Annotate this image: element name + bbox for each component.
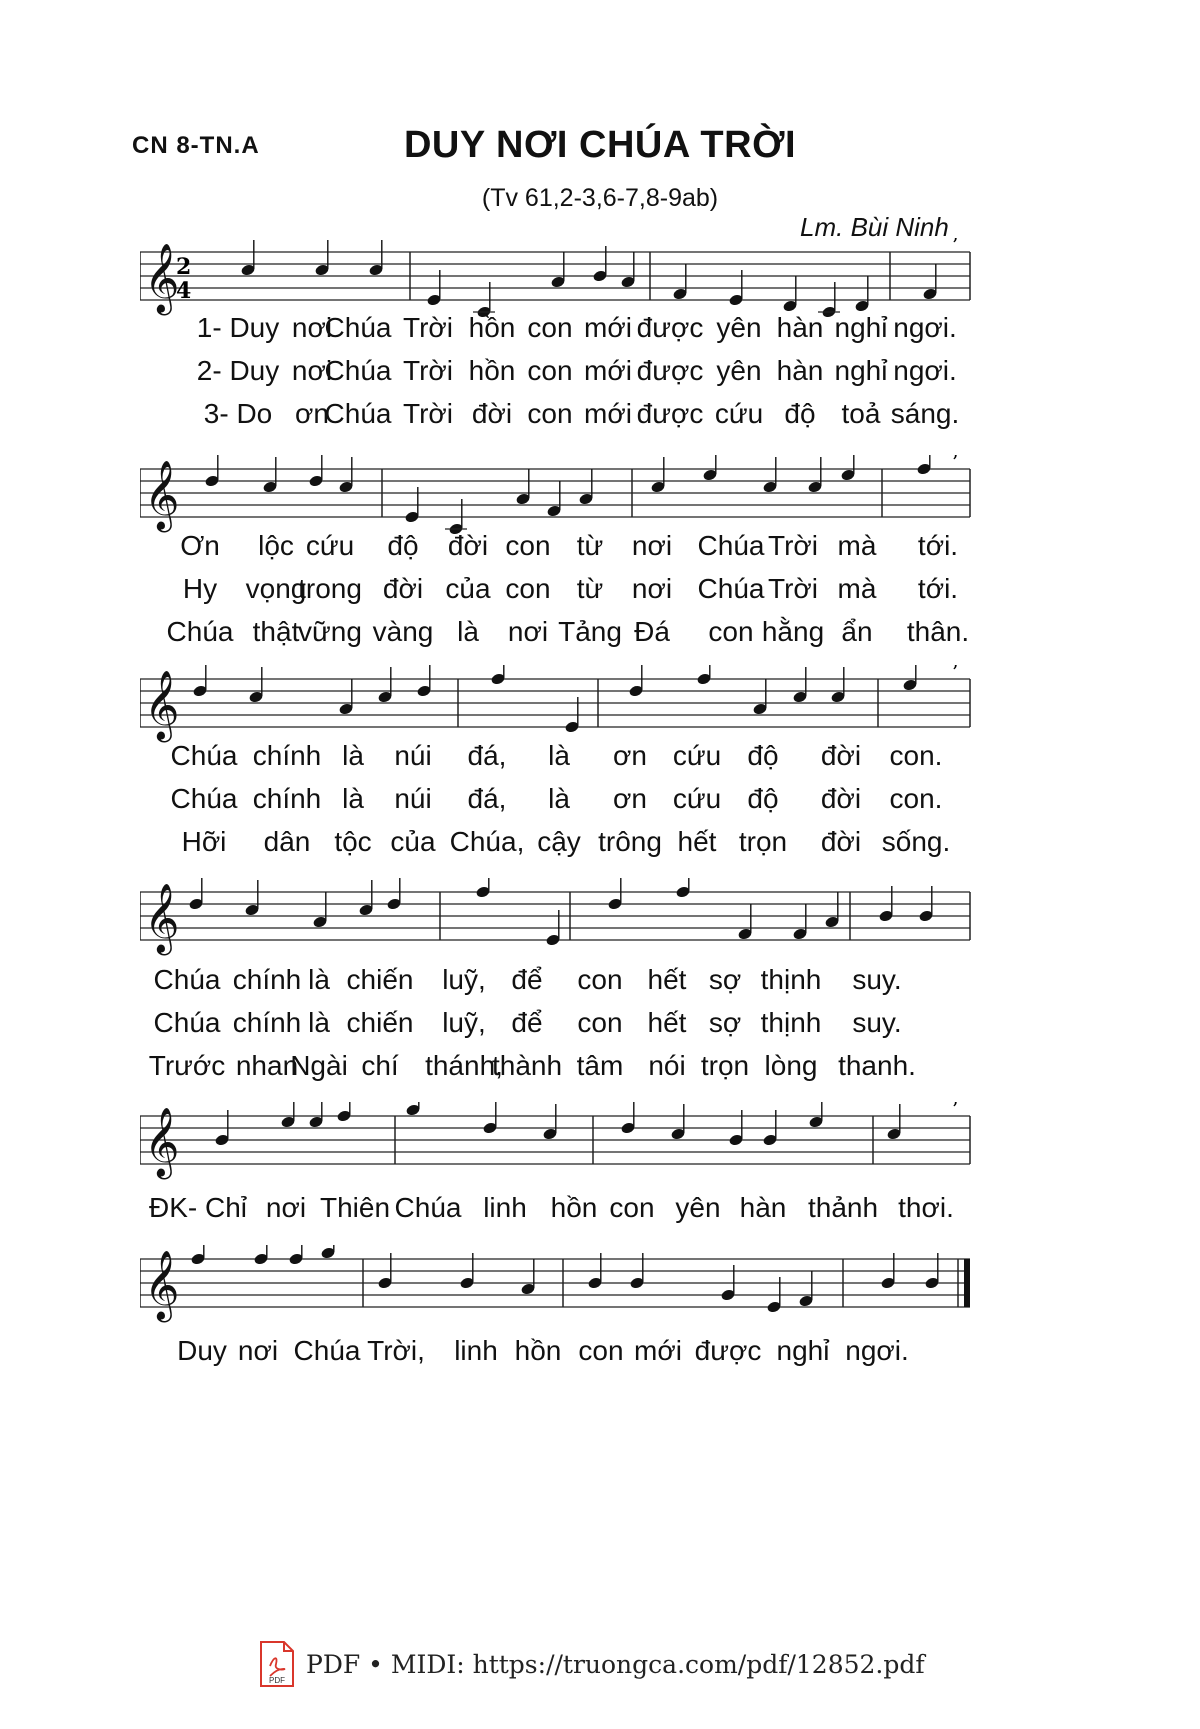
lyric-syllable: là [548, 783, 570, 814]
lyric-syllable: luỹ, [442, 964, 486, 995]
lyric-syllable: độ [784, 398, 816, 429]
lyric-syllable: là [342, 740, 364, 771]
lyric-syllable: con [577, 1007, 623, 1038]
lyric-syllable: chính [252, 740, 322, 771]
lyric-syllable: độ [747, 740, 779, 771]
lyric-syllable: Hy [182, 573, 218, 604]
svg-text:’: ’ [952, 1102, 959, 1121]
lyric-syllable: Trước [148, 1050, 226, 1081]
lyric-syllable: chiến [346, 1007, 414, 1038]
lyric-syllable: sợ [708, 1007, 742, 1038]
lyric-syllable: Trời [403, 398, 453, 429]
lyric-syllable: lòng [764, 1050, 818, 1081]
lyric-syllable: yên [716, 312, 762, 343]
lyric-syllable: là [457, 616, 479, 647]
lyric-syllable: nghỉ [776, 1335, 830, 1366]
lyric-syllable: đời [820, 826, 862, 857]
lyric-syllable: Chúa [153, 1007, 221, 1038]
lyric-syllable: linh [483, 1192, 527, 1223]
lyric-syllable: ơn [613, 740, 647, 771]
lyric-syllable: được [636, 398, 704, 429]
lyric-syllable: Hỡi [181, 826, 227, 857]
lyric-syllable: Duy [177, 1335, 227, 1366]
lyric-syllable: chí [361, 1050, 399, 1081]
lyric-syllable: cứu [672, 783, 722, 814]
lyric-syllable: là [342, 783, 364, 814]
lyric-syllable: mới [634, 1335, 682, 1366]
svg-text:’: ’ [952, 665, 959, 684]
lyric-syllable: Chúa [324, 398, 392, 429]
lyric-syllable: tới. [917, 530, 959, 561]
lyric-syllable: nơi [507, 616, 549, 647]
lyric-syllable: để [511, 964, 543, 995]
lyric-syllable: vàng [372, 616, 434, 647]
treble-clef-icon: 𝄞 [144, 460, 180, 530]
lyric-syllable: cứu [305, 530, 355, 561]
lyric-syllable: hàn [776, 355, 824, 386]
lyric-syllable: Chúa [324, 355, 392, 386]
treble-clef-icon: 𝄞 [144, 1107, 180, 1177]
treble-clef-icon: 𝄞 [144, 1250, 180, 1320]
lyric-syllable: trọn [700, 1050, 750, 1081]
lyric-syllable: thành [491, 1050, 563, 1081]
lyric-syllable: Chúa [697, 530, 765, 561]
staff-svg [140, 1102, 1080, 1192]
lyric-syllable: linh [454, 1335, 498, 1366]
lyric-syllable: Chúa [697, 573, 765, 604]
lyric-syllable: Trời [768, 573, 818, 604]
lyric-syllable: ngơi. [893, 312, 957, 343]
lyric-syllable: con [505, 573, 551, 604]
lyric-syllable: hồn [514, 1335, 562, 1366]
lyric-syllable: nơi [631, 573, 673, 604]
staff-svg [140, 1245, 1080, 1335]
lyric-syllable: được [694, 1335, 762, 1366]
lyric-syllable: được [636, 355, 704, 386]
footer-link[interactable]: PDF • MIDI: https://truongca.com/pdf/12852.pdf [306, 1649, 925, 1679]
lyric-syllable: từ [576, 530, 604, 561]
lyric-syllable: luỹ, [442, 1007, 486, 1038]
lyric-syllable: yên [675, 1192, 721, 1223]
lyric-syllable: dân [263, 826, 311, 857]
lyric-syllable: con [527, 398, 573, 429]
lyric-syllable: nơi [291, 355, 333, 386]
lyric-syllable: chính [252, 783, 322, 814]
lyric-syllable: hết [647, 1007, 687, 1038]
lyric-syllable: Trời [403, 355, 453, 386]
lyric-syllable: hàn [776, 312, 824, 343]
lyric-syllable: trọn [738, 826, 788, 857]
lyric-syllable: Chúa [170, 783, 238, 814]
lyric-syllable: thật [252, 616, 300, 647]
lyric-syllable: của [390, 826, 436, 857]
staff-system-4 [140, 878, 1080, 968]
lyric-syllable: ĐK- Chỉ [148, 1192, 248, 1223]
lyric-syllable: vọng [245, 573, 307, 604]
lyric-syllable: mà [837, 530, 877, 561]
lyric-syllable: lộc [258, 530, 294, 561]
lyric-syllable: con [577, 964, 623, 995]
lyric-syllable: mới [584, 398, 632, 429]
composer: Lm. Bùi Ninh [800, 212, 949, 242]
lyric-syllable: 2- Duy [196, 355, 280, 386]
lyric-syllable: Trời [768, 530, 818, 561]
pdf-icon[interactable] [258, 1640, 296, 1688]
lyric-syllable: toả [841, 398, 881, 429]
lyric-syllable: trông [598, 826, 662, 857]
lyric-syllable: Chúa [153, 964, 221, 995]
lyric-syllable: con [708, 616, 754, 647]
lyric-syllable: ngơi. [845, 1335, 909, 1366]
svg-text:’: ’ [952, 455, 959, 474]
lyric-syllable: thanh. [838, 1050, 916, 1081]
lyric-syllable: sáng. [890, 398, 960, 429]
staff-system-5 [140, 1102, 1080, 1192]
lyric-syllable: chính [232, 1007, 302, 1038]
song-code: CN 8-TN.A [132, 132, 260, 159]
lyric-syllable: là [308, 964, 330, 995]
lyric-syllable: đời [820, 740, 862, 771]
lyric-syllable: hồn [468, 312, 516, 343]
lyric-syllable: con. [889, 783, 943, 814]
lyric-syllable: ngơi. [893, 355, 957, 386]
lyric-syllable: Ngài [290, 1050, 348, 1081]
lyric-syllable: Chúa [394, 1192, 462, 1223]
lyric-syllable: đá, [467, 740, 507, 771]
song-subtitle: (Tv 61,2-3,6-7,8-9ab) [481, 184, 719, 212]
lyric-syllable: nơi [291, 312, 333, 343]
lyric-syllable: để [511, 1007, 543, 1038]
lyric-syllable: Tảng [558, 616, 622, 647]
lyric-syllable: con [527, 312, 573, 343]
lyric-syllable: Thiên [319, 1192, 391, 1223]
lyric-syllable: Chúa, [449, 826, 525, 857]
lyric-syllable: sống. [881, 826, 951, 857]
lyric-syllable: vững [298, 616, 362, 647]
lyric-syllable: hồn [550, 1192, 598, 1223]
lyric-syllable: cứu [714, 398, 764, 429]
lyric-syllable: nghỉ [834, 312, 888, 343]
lyric-syllable: nơi [265, 1192, 307, 1223]
song-title: DUY NƠI CHÚA TRỜI [403, 124, 797, 166]
lyric-syllable: ơn [295, 398, 329, 429]
lyric-syllable: cứu [672, 740, 722, 771]
lyric-syllable: hồn [468, 355, 516, 386]
lyric-syllable: hết [647, 964, 687, 995]
lyric-syllable: con [527, 355, 573, 386]
lyric-syllable: trong [298, 573, 362, 604]
lyric-syllable: Chúa [166, 616, 234, 647]
lyric-syllable: Trời [403, 312, 453, 343]
lyric-syllable: thảnh [807, 1192, 879, 1223]
lyric-syllable: đời [471, 398, 513, 429]
lyric-syllable: thịnh [760, 964, 822, 995]
time-signature-bottom: 4 [176, 278, 192, 304]
lyric-syllable: thánh, [425, 1050, 503, 1081]
staff-svg [140, 878, 1080, 968]
lyric-syllable: đời [382, 573, 424, 604]
lyric-syllable: hàn [739, 1192, 787, 1223]
treble-clef-icon: 𝄞 [144, 243, 180, 313]
lyric-syllable: mới [584, 355, 632, 386]
lyric-syllable: ơn [613, 783, 647, 814]
lyric-syllable: thịnh [760, 1007, 822, 1038]
lyric-syllable: thân. [906, 616, 970, 647]
lyric-syllable: Trời, [367, 1335, 425, 1366]
lyric-syllable: hằng [761, 616, 825, 647]
treble-clef-icon: 𝄞 [144, 883, 180, 953]
lyric-syllable: nói [648, 1050, 686, 1081]
lyric-syllable: núi [394, 783, 432, 814]
pdf-icon-label: PDF [269, 1676, 285, 1685]
lyric-syllable: thơi. [898, 1192, 954, 1223]
lyric-syllable: chiến [346, 964, 414, 995]
lyric-syllable: độ [747, 783, 779, 814]
lyric-syllable: 1- Duy [196, 312, 280, 343]
lyric-syllable: mà [837, 573, 877, 604]
lyric-syllable: được [636, 312, 704, 343]
treble-clef-icon: 𝄞 [144, 670, 180, 740]
lyric-syllable: từ [576, 573, 604, 604]
lyric-syllable: Chúa [324, 312, 392, 343]
lyric-syllable: sợ [708, 964, 742, 995]
lyric-syllable: suy. [852, 1007, 902, 1038]
lyric-syllable: suy. [852, 964, 902, 995]
lyric-syllable: đá, [467, 783, 507, 814]
lyric-syllable: con [609, 1192, 655, 1223]
lyric-syllable: tới. [917, 573, 959, 604]
lyric-syllable: con [578, 1335, 624, 1366]
lyric-syllable: đời [447, 530, 489, 561]
lyric-syllable: Đá [634, 616, 670, 647]
lyric-syllable: Ơn [180, 530, 220, 561]
lyric-syllable: tâm [576, 1050, 624, 1081]
lyric-syllable: độ [387, 530, 419, 561]
lyric-syllable: nhan [235, 1050, 299, 1081]
footer[interactable] [258, 1640, 925, 1688]
lyric-syllable: 3- Do [203, 398, 273, 429]
lyric-syllable: Chúa [293, 1335, 361, 1366]
lyric-syllable: tộc [334, 826, 372, 857]
lyric-syllable: chính [232, 964, 302, 995]
lyric-syllable: mới [584, 312, 632, 343]
lyric-syllable: con. [889, 740, 943, 771]
svg-text:’: ’ [952, 238, 959, 257]
lyric-syllable: nghỉ [834, 355, 888, 386]
lyric-syllable: nơi [631, 530, 673, 561]
staff-system-6 [140, 1245, 1080, 1335]
lyric-syllable: yên [716, 355, 762, 386]
lyric-syllable: đời [820, 783, 862, 814]
lyric-syllable: cậy [537, 826, 581, 857]
lyric-syllable: con [505, 530, 551, 561]
lyric-syllable: núi [394, 740, 432, 771]
lyric-syllable: của [445, 573, 491, 604]
lyric-syllable: là [548, 740, 570, 771]
lyric-syllable: Chúa [170, 740, 238, 771]
lyric-syllable: nơi [237, 1335, 279, 1366]
time-signature-top: 2 [176, 254, 192, 280]
lyric-syllable: hết [677, 826, 717, 857]
lyric-syllable: là [308, 1007, 330, 1038]
lyric-syllable: ẩn [841, 616, 873, 647]
